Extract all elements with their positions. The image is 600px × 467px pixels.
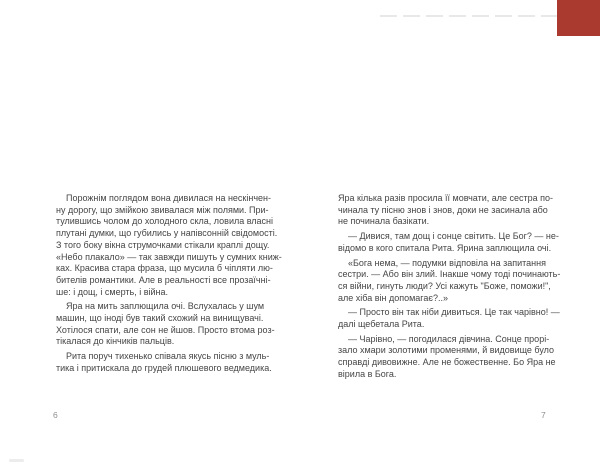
page-number-left: 6	[53, 410, 58, 420]
text-line: — Дивися, там дощ і сонце світить. Це Бог? — не-	[348, 231, 559, 242]
text-line: плутані думки, що губились у напівсонній свідомості.	[56, 228, 278, 239]
text-line: вірила в Бога.	[338, 368, 397, 379]
text-line: зало хмари золотими променями, й видовище було	[338, 345, 555, 356]
text-line: відомо в кого спитала Рита. Ярина заплющила очі.	[338, 242, 552, 253]
text-line: «Бога нема, — подумки відповіла на запитання	[348, 257, 546, 268]
text-line: але хіба він допомагає?..»	[338, 292, 448, 303]
text-line: Хотілося спати, але сон не йшов. Просто втома роз-	[56, 324, 275, 335]
book-page-right	[338, 193, 581, 381]
text-line: ся війни, гинуть люди? Усі кажуть "Боже, поможи!",	[338, 280, 551, 291]
text-line: «Небо плакало» — так завжди пишуть у сумних книж-	[56, 251, 282, 262]
book-page-left	[56, 193, 299, 375]
text-line: Яра кілька разів просила її мовчати, але сестра по-	[338, 193, 554, 203]
text-line: справді дивовижне. Але не божественне. Бо Яра не	[338, 357, 556, 368]
text-line: не починала базікати.	[338, 216, 430, 227]
text-line: — Чарівно, — погодилася дівчина. Сонце прорі-	[348, 333, 550, 344]
text-line: ше: і дощ, і смерть, і війна.	[56, 286, 168, 297]
text-line: тика і притискала до грудей плюшевого ведмедика.	[56, 362, 272, 373]
text-line: чинала ту пісню знов і знов, доки не засинала або	[338, 204, 548, 215]
text-line: З того боку вікна струмочками стікали краплі дощу.	[56, 239, 270, 250]
text-line: Рита поруч тихенько співала якусь пісню з муль-	[66, 351, 270, 362]
text-line: Яра на мить заплющила очі. Вслухалась у шум	[66, 301, 265, 312]
text-line: тулившись чолом до холодного скла, ловила власні	[56, 216, 274, 227]
text-line: Порожнім поглядом вона дивилася на нескінчен-	[66, 193, 271, 203]
text-line: — Просто він так ніби дивиться. Це так чарівно! —	[348, 307, 560, 318]
page-number-right: 7	[541, 410, 546, 420]
bookmark-marker[interactable]	[557, 0, 600, 36]
text-line: сестри. — Або він злий. Інакше чому тоді починають-	[338, 269, 561, 280]
text-line: далі щебетала Рита.	[338, 319, 425, 330]
text-line: ках. Красива стара фраза, що мусила б чіпляти лю-	[56, 263, 273, 274]
text-line: машин, що іноді був такий схожий на винищувачі.	[56, 313, 264, 324]
text-line: бителів романтики. Але в реальності все прозаїчні-	[56, 274, 271, 285]
text-line: тікалася до кінчиків пальців.	[56, 336, 175, 347]
text-line: ну дорогу, що змійкою звивалася між полями. При-	[56, 204, 269, 215]
scroll-indicator[interactable]	[9, 459, 24, 462]
